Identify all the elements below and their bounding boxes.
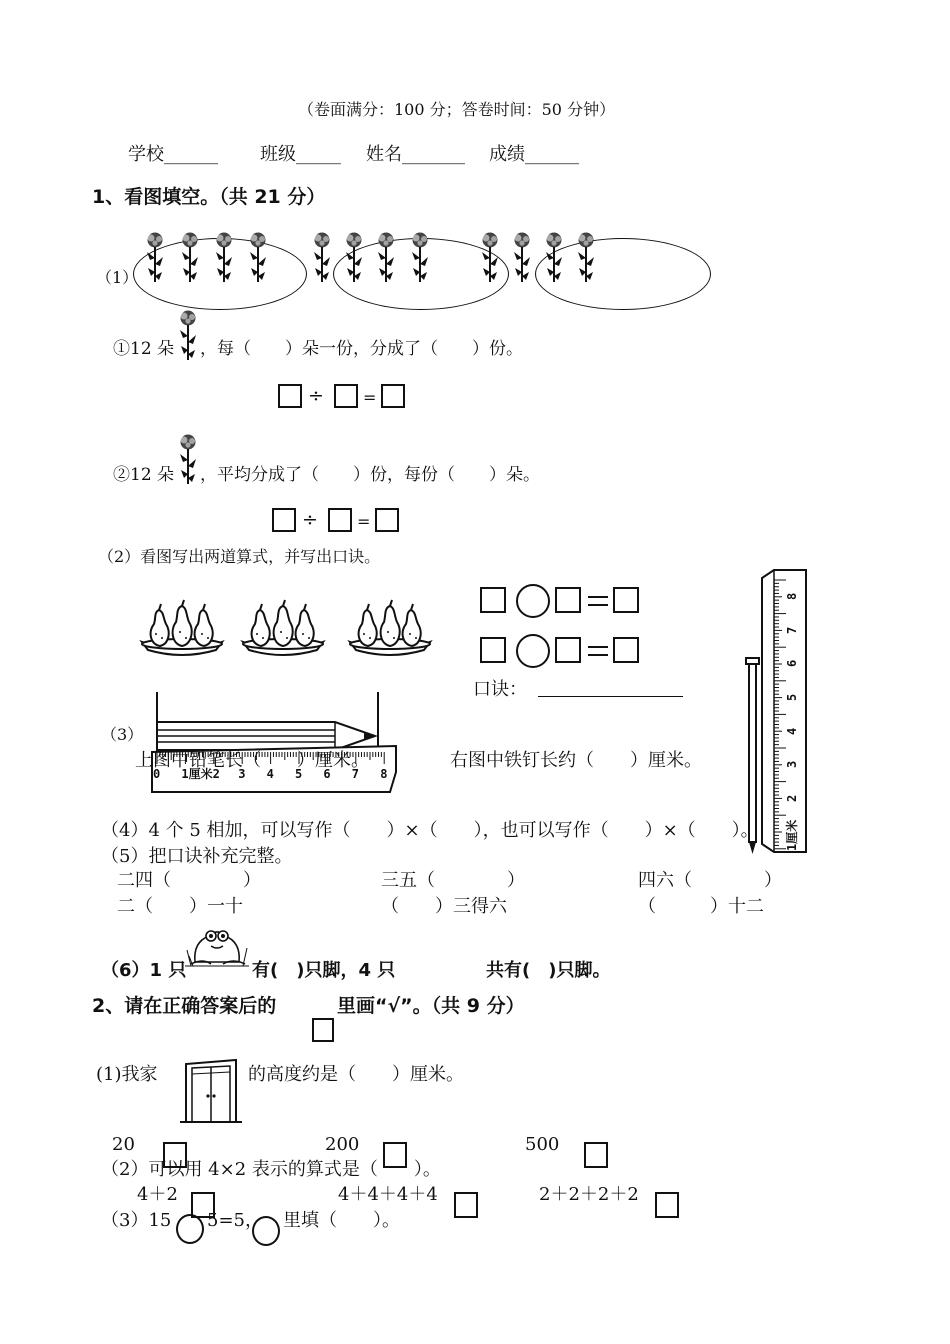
ruler-tick-label: 8 — [380, 767, 388, 781]
answer-box[interactable] — [278, 384, 302, 408]
nail-icon — [749, 662, 756, 842]
frog-icon — [189, 926, 245, 970]
flower-icon — [312, 232, 332, 284]
pear-plate-icon — [243, 604, 323, 660]
answer-box[interactable] — [613, 587, 639, 613]
option-label: 500 — [525, 1134, 560, 1155]
q1-p4-text: （4）4 个 5 相加，可以写作（ ）×（ ），也可以写作（ ）×（ ）。 — [101, 820, 759, 841]
operator-circle[interactable] — [176, 1214, 204, 1244]
q2-p3-b: 5=5， — [207, 1210, 263, 1231]
ruler-tick-label: 8 — [785, 592, 799, 601]
option-label: 2＋2＋2＋2 — [539, 1184, 639, 1205]
equals-sign: = — [357, 512, 371, 531]
koujue-item: （ ）十二 — [638, 896, 764, 917]
ruler-tick-label: 1厘米 — [785, 820, 799, 852]
koujue-label: 口诀： — [473, 679, 527, 700]
answer-checkbox[interactable] — [655, 1192, 679, 1218]
class-field[interactable]: 班级_____ — [260, 144, 341, 165]
flower-icon — [145, 232, 165, 284]
q1-p6-a: （6）1 只 — [101, 960, 187, 981]
ruler-tick-label: 4 — [785, 727, 799, 735]
q1-p1-label: （1） — [96, 268, 139, 287]
score-field[interactable]: 成绩______ — [489, 144, 579, 165]
ruler-tick-label: 7 — [785, 626, 799, 634]
option-label: 4＋2 — [137, 1184, 178, 1205]
q2-p2-text: （2）可以用 4×2 表示的算式是（ ）。 — [101, 1159, 441, 1180]
ruler-tick-label: 1厘米2 — [181, 767, 220, 781]
q1-title: 1、看图填空。（共 21 分） — [92, 186, 326, 208]
flower-icon — [178, 434, 198, 486]
q1-1b-text: ，平均分成了（ ）份，每份（ ）朵。 — [200, 465, 540, 485]
q1-p5-title: （5）把口诀补充完整。 — [101, 846, 293, 867]
answer-box[interactable] — [272, 508, 296, 532]
q2-title-b: 里画“√”。（共 9 分） — [337, 995, 525, 1017]
q2-p1-b: 的高度约是（ ）厘米。 — [248, 1064, 464, 1085]
ruler-tick-label: 6 — [323, 767, 331, 781]
answer-checkbox[interactable] — [454, 1192, 478, 1218]
flower-icon — [480, 232, 500, 284]
operator-circle — [252, 1216, 280, 1246]
equals-sign: = — [363, 388, 377, 407]
answer-box[interactable] — [555, 637, 581, 663]
option-label: 200 — [325, 1134, 360, 1155]
q1-p3-label: （3） — [101, 725, 144, 744]
flower-icon — [512, 232, 532, 284]
school-field[interactable]: 学校______ — [128, 144, 218, 165]
q1-p3-text-a: 上图中铅笔长（ ）厘米。 — [135, 750, 369, 771]
q1-1a-prefix: ①12 朵 — [113, 339, 175, 359]
pencil-icon — [157, 722, 375, 750]
equals-icon — [588, 644, 608, 658]
koujue-item: 二（ ）一十 — [117, 896, 243, 917]
q1-p6-c: 共有( )只脚。 — [486, 960, 611, 981]
ruler-tick-label: 6 — [785, 660, 799, 668]
name-field[interactable]: 姓名_______ — [366, 144, 465, 165]
koujue-answer-line[interactable] — [538, 696, 683, 697]
ruler-tick-label: 5 — [295, 767, 303, 781]
ruler-tick-label: 3 — [785, 760, 799, 769]
operator-circle[interactable] — [516, 584, 550, 618]
q1-1a-text: ，每（ ）朵一份，分成了（ ）份。 — [200, 339, 523, 359]
exam-meta: （卷面满分：100 分；答卷时间：50 分钟） — [298, 100, 616, 119]
ruler-tick-label: 4 — [266, 767, 274, 781]
flower-icon — [544, 232, 564, 284]
ruler-tick-label: 5 — [785, 693, 799, 701]
pear-plate-icon — [142, 604, 222, 660]
q1-p2-text: （2）看图写出两道算式，并写出口诀。 — [98, 547, 381, 566]
q2-p1-a: (1)我家 — [96, 1064, 158, 1085]
answer-box[interactable] — [480, 587, 506, 613]
answer-checkbox[interactable] — [584, 1142, 608, 1168]
ruler-tick-label: 7 — [351, 767, 360, 781]
flower-icon — [180, 232, 200, 284]
q2-p3-a: （3）15 — [101, 1210, 172, 1231]
koujue-item: 四六（ ） — [638, 870, 782, 891]
checkbox-sample — [312, 1018, 334, 1042]
flower-icon — [178, 310, 198, 362]
answer-box[interactable] — [375, 508, 399, 532]
ruler-tick-label: 0 — [153, 767, 161, 781]
flower-icon — [576, 232, 596, 284]
pear-plate-icon — [350, 604, 430, 660]
koujue-item: 二四（ ） — [117, 870, 261, 891]
answer-box[interactable] — [381, 384, 405, 408]
equals-icon — [588, 594, 608, 608]
q1-1b-prefix: ②12 朵 — [113, 465, 175, 485]
ruler-icon — [744, 570, 814, 860]
q2-p3-c: 里填（ ）。 — [283, 1210, 400, 1231]
flower-icon — [214, 232, 234, 284]
answer-box[interactable] — [334, 384, 358, 408]
divide-sign: ÷ — [302, 509, 318, 531]
option-label: 20 — [112, 1134, 135, 1155]
koujue-item: 三五（ ） — [381, 870, 525, 891]
answer-box[interactable] — [613, 637, 639, 663]
q2-title-a: 2、请在正确答案后的 — [92, 995, 277, 1017]
divide-sign: ÷ — [308, 385, 324, 407]
koujue-item: （ ）三得六 — [381, 896, 507, 917]
door-icon — [180, 1060, 242, 1126]
flower-icon — [344, 232, 364, 284]
answer-box[interactable] — [328, 508, 352, 532]
ruler-tick-label: 2 — [785, 794, 799, 802]
pencil-ruler-figure — [150, 692, 410, 804]
operator-circle[interactable] — [516, 634, 550, 668]
answer-box[interactable] — [480, 637, 506, 663]
q1-p3-text-b: 右图中铁钉长约（ ）厘米。 — [450, 750, 702, 771]
answer-box[interactable] — [555, 587, 581, 613]
flower-icon — [376, 232, 396, 284]
q1-p6-b: 有( )只脚，4 只 — [252, 960, 396, 981]
flower-icon — [410, 232, 430, 284]
flower-icon — [248, 232, 268, 284]
ruler-tick-label: 3 — [238, 767, 246, 781]
option-label: 4＋4＋4＋4 — [338, 1184, 438, 1205]
